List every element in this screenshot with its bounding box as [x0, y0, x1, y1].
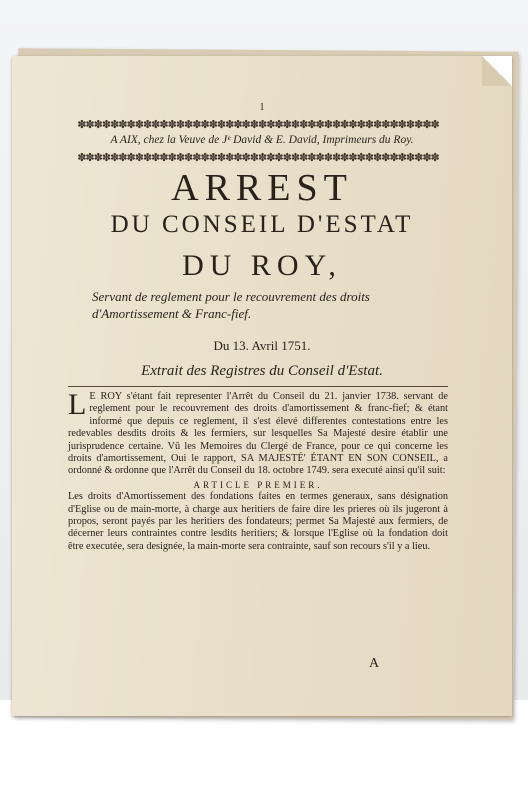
drop-cap: L	[68, 388, 87, 421]
body-text	[68, 388, 448, 553]
title-arrest: ARREST	[171, 167, 353, 209]
extract-heading: Extrait des Registres du Conseil d'Estat.	[141, 363, 383, 379]
body-paragraph: E ROY s'étant fait representer l'Arrêt du Conseil du 21. janvier 1738. servant de reglement pour le recouvrement des droits d'amortissement & franc-fief; & étant informé que depuis ce reglement, il s'est élevé differentes contestations entre les redevables desdits droits & les fermiers, sur lesquelles Sa Majesté desire établir une jurisprudence certaine. Vû les Memoires du Clergé de France, pour ce qui concerne les droits d'amortissement, Oui le rapport, SA MAJESTÉ' ÉTANT EN SON CONSEIL, a ordonné & ordonne que l'Arrêt du Conseil du 18. octobre 1749. sera executé ainsi qu'il suit:	[68, 391, 448, 477]
ornament-band-bottom: ✽✽✽✽✽✽✽✽✽✽✽✽✽✽✽✽✽✽✽✽✽✽✽✽✽✽✽✽✽✽✽✽✽✽✽✽✽✽✽✽✽✽✽✽	[77, 151, 439, 164]
document-page	[12, 56, 512, 716]
title-du-roy: DU ROY,	[182, 249, 342, 282]
article-heading: ARTICLE PREMIER.	[193, 479, 323, 490]
ornament-band-top: ✽✽✽✽✽✽✽✽✽✽✽✽✽✽✽✽✽✽✽✽✽✽✽✽✽✽✽✽✽✽✽✽✽✽✽✽✽✽✽✽✽✽✽✽	[77, 118, 439, 131]
signature-mark: A	[369, 656, 380, 671]
article-text: Les droits d'Amortissement des fondations faites en termes generaux, sans désignation d'Eglise ou de main-morte, à charge aux heritiers de faire dire les prieres où ils jugeront à propos, seront payés par les heritiers des fondateurs; permet Sa Majesté aux fermiers, de décerner leurs contraintes contre lesdits heritiers; & lorsque l'Eglise où la fondation doit être executée, sera designée, la main-morte sera contrainte, sauf son recours s'il y a lieu.	[68, 491, 448, 552]
imprint-line: A AIX, chez la Veuve de Jᵉ David & E. David, Imprimeurs du Roy.	[110, 134, 414, 146]
page-number: 1	[259, 102, 265, 113]
divider-rule	[68, 386, 448, 387]
folded-corner	[482, 56, 512, 86]
subtitle: Servant de reglement pour le recouvrement des droits d'Amortissement & Franc-fief.	[92, 289, 370, 321]
title-conseil: DU CONSEIL D'ESTAT	[110, 211, 414, 238]
decree-date: Du 13. Avril 1751.	[213, 338, 311, 353]
